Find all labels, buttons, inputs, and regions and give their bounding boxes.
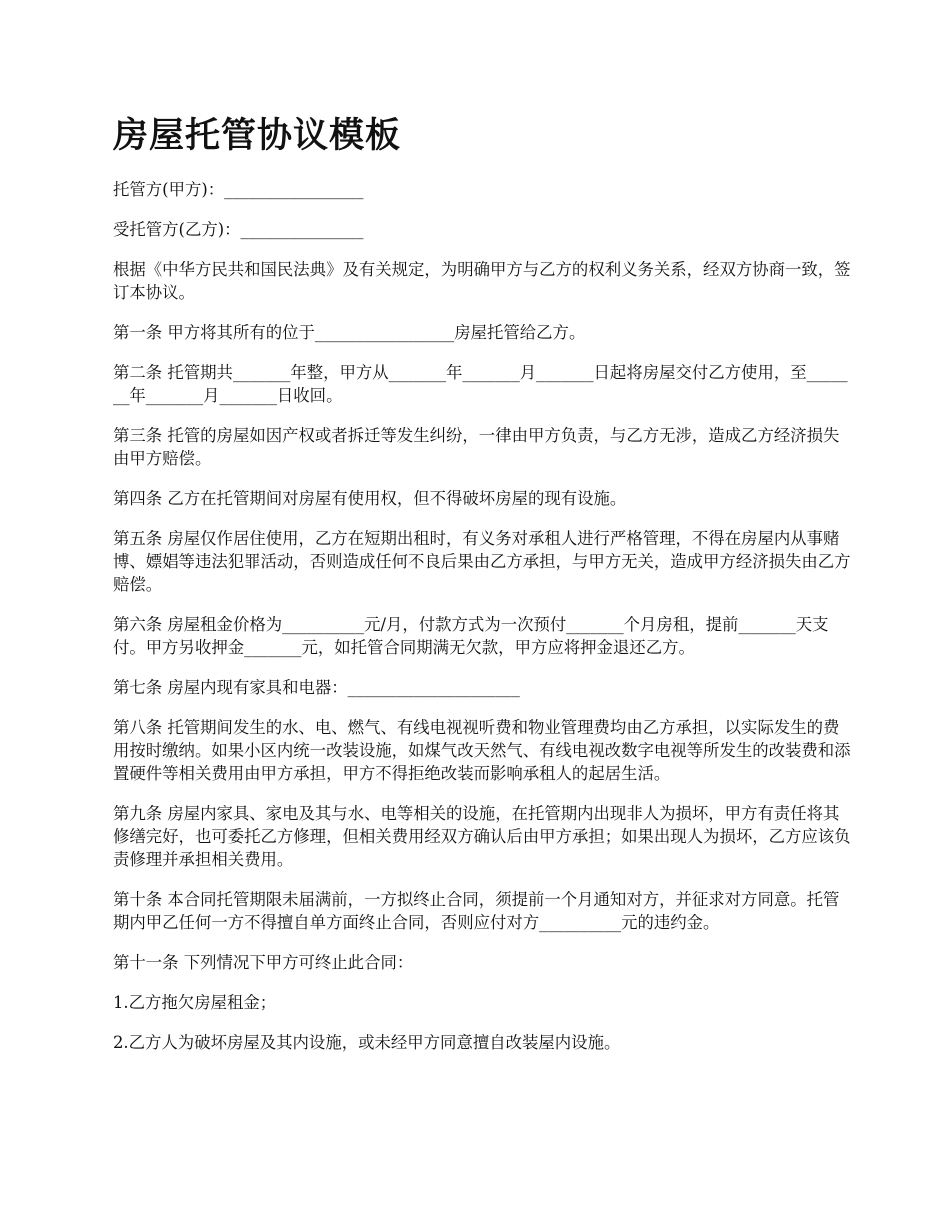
document-page [113,108,853,1071]
party-b-line: 受托管方(乙方)：_______________ [113,220,364,239]
clause-8: 第八条 托管期间发生的水、电、燃气、有线电视视听费和物业管理费均由乙方承担，以实际发生的费用按时缴纳。如果小区内统一改装设施，如煤气改天然气、有线电视改数字电视等所发生的改装费和添置硬件等相关费用由甲方承担，甲方不得拒绝改装而影响承租人的起居生活。 [113,718,851,783]
clause-10: 第十条 本合同托管期限未届满前，一方拟终止合同，须提前一个月通知对方，并征求对方同意。托管期内甲乙任何一方不得擅自单方面终止合同，否则应付对方__________元的违约金。 [113,890,840,932]
party-a-line: 托管方(甲方)：_________________ [113,180,364,199]
preamble: 根据《中华方民共和国民法典》及有关规定，为明确甲方与乙方的权利义务关系，经双方协商一致，签订本协议。 [113,260,851,302]
clause-5: 第五条 房屋仅作居住使用，乙方在短期出租时，有义务对承租人进行严格管理，不得在房屋内从事赌博、嫖娼等违法犯罪活动，否则造成任何不良后果由乙方承担，与甲方无关，造成甲方经济损失由乙方赔偿。 [113,529,851,594]
clause-2: 第二条 托管期共_______年整，甲方从_______年_______月_______日起将房屋交付乙方使用，至_______年_______月_______日收回。 [113,363,848,405]
clause-9: 第九条 房屋内家具、家电及其与水、电等相关的设施，在托管期内出现非人为损坏，甲方有责任将其修缮完好，也可委托乙方修理，但相关费用经双方确认后由甲方承担；如果出现人为损坏，乙方应该负责修理并承担相关费用。 [113,804,851,869]
clause-3: 第三条 托管的房屋如因产权或者拆迁等发生纠纷，一律由甲方负责，与乙方无涉，造成乙方经济损失由甲方赔偿。 [113,426,840,468]
clause-1: 第一条 甲方将其所有的位于_________________房屋托管给乙方。 [113,323,586,342]
list-item: 2.乙方人为破坏房屋及其内设施，或未经甲方同意擅自改装屋内设施。 [113,1033,621,1052]
clause-11: 第十一条 下列情况下甲方可终止此合同： [113,953,414,972]
list-item: 1.乙方拖欠房屋租金； [113,993,277,1012]
clause-4: 第四条 乙方在托管期间对房屋有使用权，但不得破坏房屋的现有设施。 [113,489,627,508]
clause-7: 第七条 房屋内现有家具和电器：_____________________ [113,678,520,697]
document-title: 房屋托管协议模板 [113,116,402,156]
clause-6: 第六条 房屋租金价格为__________元/月，付款方式为一次预付_______个月房租，提前_______天支付。甲方另收押金_______元，如托管合同期满无欠款，甲方应将押金退还乙方。 [113,615,829,657]
